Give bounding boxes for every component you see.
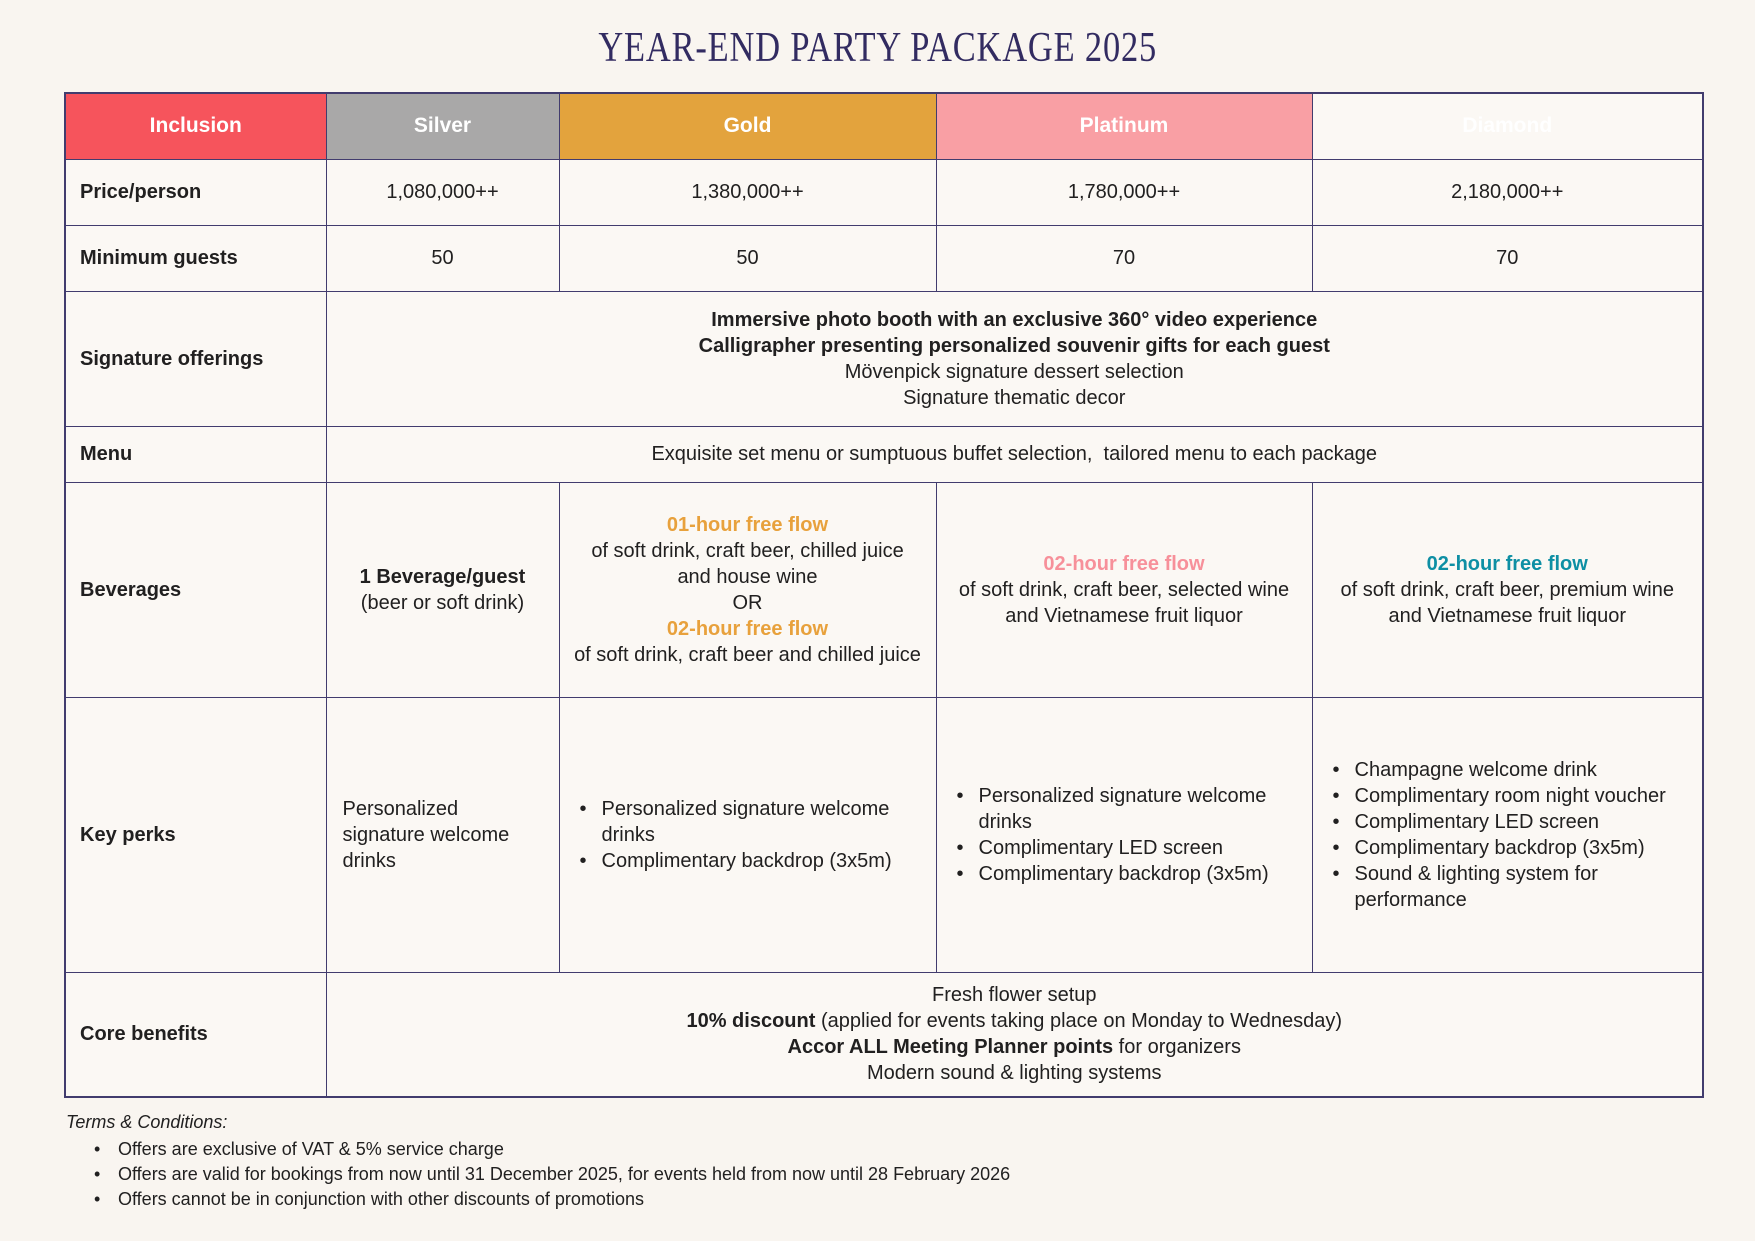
table-row-menu [65,426,1703,482]
beverages-gold-option1-title: 01-hour free flow [666,513,829,536]
page-title [0,0,1755,72]
price-diamond: 2,180,000++ [1312,159,1703,225]
list-item: • Champagne welcome drink [1313,757,1691,783]
beverages-gold-or: OR [732,591,763,614]
terms-title: Terms & Conditions: [66,1112,228,1132]
signature-offerings-cell [326,291,1703,426]
table-row-price [65,159,1703,225]
row-label-menu: Menu [65,426,326,482]
terms-list [66,1137,1755,1212]
beverages-platinum-title: 02-hour free flow [1043,552,1205,575]
table-row-core-benefits [65,972,1703,1097]
row-label-signature-offerings: Signature offerings [65,291,326,426]
beverages-platinum-body: of soft drink, craft beer, selected wine and Vietnamese fruit liquor [958,578,1290,627]
beverages-silver-note: (beer or soft drink) [360,591,525,614]
beverages-gold-option2-title: 02-hour free flow [666,617,829,640]
beverages-gold-option1-body: of soft drink, craft beer, chilled juice and house wine [591,539,904,588]
price-gold: 1,380,000++ [559,159,936,225]
table-row-signature-offerings [65,291,1703,426]
list-item: • Complimentary LED screen [1313,809,1691,835]
beverages-diamond-cell [1312,482,1703,697]
table-row-beverages [65,482,1703,697]
signature-line-2: Calligrapher presenting personalized souvenir gifts for each guest [698,334,1330,357]
guests-platinum: 70 [936,225,1312,291]
row-label-beverages: Beverages [65,482,326,697]
price-silver: 1,080,000++ [326,159,559,225]
row-label-core-benefits: Core benefits [65,972,326,1097]
beverages-platinum-cell [936,482,1312,697]
beverages-silver-cell [326,482,559,697]
row-label-minimum-guests: Minimum guests [65,225,326,291]
row-label-price: Price/person [65,159,326,225]
list-item: • Complimentary backdrop (3x5m) [937,861,1300,887]
list-item: • Personalized signature welcome drinks [937,783,1300,835]
price-platinum: 1,780,000++ [936,159,1312,225]
table-header-row [65,93,1703,159]
key-perks-gold-list [560,786,936,884]
menu-cell [326,426,1703,482]
column-header-platinum: Platinum [936,93,1312,159]
guests-silver: 50 [326,225,559,291]
beverages-gold-option2-body: of soft drink, craft beer and chilled juice [574,643,921,666]
key-perks-silver-cell [326,697,559,972]
beverages-diamond-body: of soft drink, craft beer, premium wine and Vietnamese fruit liquor [1340,578,1674,627]
beverages-gold-cell [559,482,936,697]
core-benefits-line-3-bold: Accor ALL Meeting Planner points [787,1036,1114,1059]
list-item: • Offers cannot be in conjunction with other discounts of promotions [66,1187,1755,1212]
list-item: • Complimentary LED screen [937,835,1300,861]
beverages-diamond-title: 02-hour free flow [1426,552,1588,575]
core-benefits-line-2-bold: 10% discount [686,1010,816,1033]
signature-line-1: Immersive photo booth with an exclusive 360° video experience [711,308,1318,331]
key-perks-platinum-cell [936,697,1312,972]
key-perks-silver-text: Personalized signature welcome drinks [342,797,510,872]
menu-text: Exquisite set menu or sumptuous buffet selection, tailored menu to each package [651,443,1378,465]
table-row-key-perks [65,697,1703,972]
row-label-key-perks: Key perks [65,697,326,972]
column-header-inclusion: Inclusion [65,93,326,159]
guests-gold: 50 [559,225,936,291]
list-item: • Offers are exclusive of VAT & 5% service charge [66,1137,1755,1162]
terms-and-conditions [66,1110,1755,1212]
beverages-silver-main: 1 Beverage/guest [359,565,526,588]
key-perks-gold-cell [559,697,936,972]
key-perks-diamond-cell [1312,697,1703,972]
core-benefits-line-4: Modern sound & lighting systems [866,1062,1162,1085]
list-item: • Personalized signature welcome drinks [560,796,924,848]
list-item: • Complimentary room night voucher [1313,783,1691,809]
core-benefits-line-3-rest: for organizers [1113,1036,1241,1059]
list-item: • Offers are valid for bookings from now until 31 December 2025, for events held from now until 28 February 2026 [66,1162,1755,1187]
package-table [64,92,1704,1098]
table-row-minimum-guests [65,225,1703,291]
list-item: • Complimentary backdrop (3x5m) [1313,835,1691,861]
signature-line-4: Signature thematic decor [903,386,1126,409]
key-perks-platinum-list [937,773,1312,897]
guests-diamond: 70 [1312,225,1703,291]
core-benefits-cell [326,972,1703,1097]
column-header-gold: Gold [559,93,936,159]
list-item: • Complimentary backdrop (3x5m) [560,848,924,874]
page-title-text: YEAR-END PARTY PACKAGE 2025 [598,25,1157,71]
signature-line-3: Mövenpick signature dessert selection [844,360,1184,383]
column-header-diamond: Diamond [1312,93,1703,159]
key-perks-diamond-list [1313,747,1703,923]
core-benefits-line-2-rest: (applied for events taking place on Monday to Wednesday) [815,1010,1343,1033]
core-benefits-line-1: Fresh flower setup [931,984,1097,1007]
list-item: • Sound & lighting system for performance [1313,861,1691,913]
core-benefits-line-3 [341,1034,1689,1060]
column-header-silver: Silver [326,93,559,159]
core-benefits-line-2 [341,1008,1689,1034]
